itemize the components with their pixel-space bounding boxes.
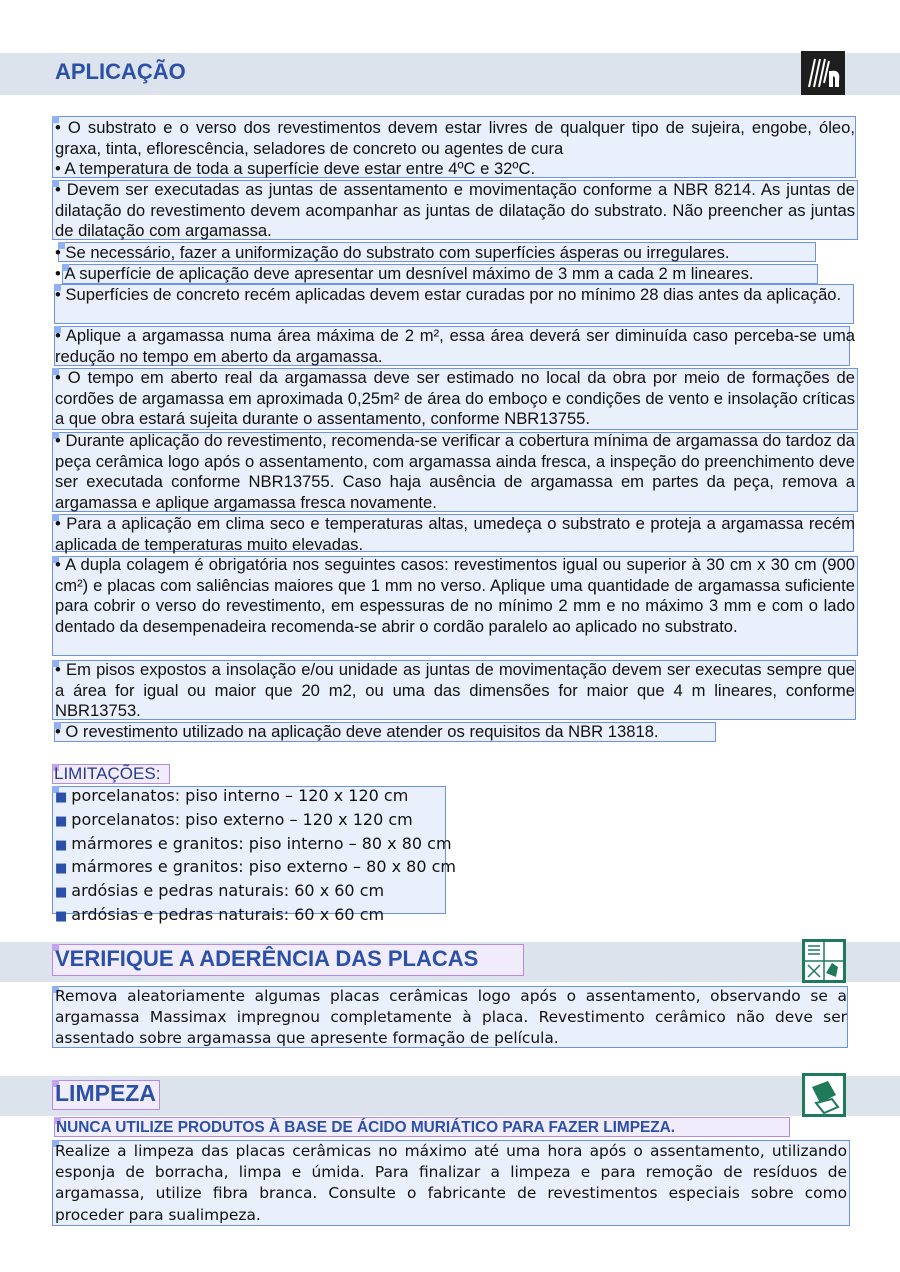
- aplicacao-item-5: • A superfície de aplicação deve apresentar um desnível máximo de 3 mm a cada 2 m lineares.: [55, 264, 754, 283]
- tile-hand-icon: [802, 939, 846, 983]
- sponge-hand-icon: [802, 1073, 846, 1117]
- aplicacao-item-4: • Se necessário, fazer a uniformização do substrato com superfícies ásperas ou irregulares.: [55, 243, 730, 262]
- limpeza-text: Realize a limpeza das placas cerâmicas no máximo até uma hora após o assentamento, utilizando esponja de borracha, limpa e úmida. Para finalizar a limpeza e para remoção de resíduos de argamassa, utilize fibra branca. Consulte o fabricante de revestimentos especiais sobre como proceder para sualimpeza.: [55, 1142, 847, 1224]
- list-item: ■ mármores e granitos: piso interno – 80 x 80 cm: [55, 833, 452, 853]
- limitacoes-title: LIMITAÇÕES:: [54, 764, 161, 783]
- aplicacao-title: APLICAÇÃO: [55, 59, 186, 84]
- aderencia-text: Remova aleatoriamente algumas placas cerâmicas logo após o assentamento, observando se a argamassa Massimax impregnou completamente à placa. Revestimento cerâmico não deve ser assentado sobre argamassa que apresente formação de película.: [55, 987, 847, 1048]
- aplicacao-item-10: • Para a aplicação em clima seco e temperaturas altas, umedeça o substrato e proteja a argamassa recém aplicada de temperaturas muito elevadas.: [55, 514, 855, 554]
- list-item: ■ ardósias e pedras naturais: 60 x 60 cm: [55, 881, 385, 901]
- aplicacao-item-1: • O substrato e o verso dos revestimentos devem estar livres de qualquer tipo de sujeira, engobe, óleo, graxa, tinta, eflorescência, seladores de concreto ou agentes de cura: [55, 118, 855, 158]
- aplicacao-item-8: • O tempo em aberto real da argamassa deve ser estimado no local da obra por meio de formações de cordões de argamassa em aproximada 0,25m² de área do emboço e condições de vento e insolação críticas a que obra estará sujeita durante o assentamento, conforme NBR13755.: [55, 368, 855, 429]
- trowel-wall-icon: [801, 51, 845, 95]
- aplicacao-item-2: • A temperatura de toda a superfície deve estar entre 4ºC e 32ºC.: [55, 159, 536, 178]
- aplicacao-item-9: • Durante aplicação do revestimento, recomenda-se verificar a cobertura mínima de argamassa do tardoz da peça cerâmica logo após o assentamento, com argamassa ainda fresca, a inspeção do preenchimento deve ser executada conforme NBR13755. Caso haja ausência de argamassa em partes da peça, remova a argamassa e aplique argamassa fresca novamente.: [55, 431, 855, 512]
- aplicacao-item-7: • Aplique a argamassa numa área máxima de 2 m², essa área deverá ser diminuída caso perceba-se uma redução no tempo em aberto da argamassa.: [55, 326, 855, 366]
- aplicacao-item-11: • A dupla colagem é obrigatória nos seguintes casos: revestimentos igual ou superior à 30 cm x 30 cm (900 cm²) e placas com saliências maiores que 1 mm no verso. Aplique uma quantidade de argamassa suficiente para cobrir o verso do revestimento, em espessuras de no mínimo 2 mm e no máximo 3 mm e com o lado dentado da desempenadeira recomenda-se abrir o cordão paralelo ao aplicado no substrato.: [55, 555, 855, 636]
- aplicacao-item-3: • Devem ser executadas as juntas de assentamento e movimentação conforme a NBR 8214. As juntas de dilatação do revestimento devem acompanhar as juntas de dilatação do substrato. Não preencher as juntas de dilatação com argamassa.: [55, 180, 855, 241]
- list-item: ■ ardósias e pedras naturais: 60 x 60 cm: [55, 904, 385, 924]
- aplicacao-item-13: • O revestimento utilizado na aplicação deve atender os requisitos da NBR 13818.: [55, 722, 659, 741]
- list-item: ■ porcelanatos: piso externo – 120 x 120 cm: [55, 809, 413, 829]
- list-item: ■ mármores e granitos: piso externo – 80 x 80 cm: [55, 857, 456, 877]
- limitacoes-list: [55, 785, 456, 928]
- aderencia-title: VERIFIQUE A ADERÊNCIA DAS PLACAS: [55, 946, 479, 971]
- list-item: ■ porcelanatos: piso interno – 120 x 120 cm: [55, 786, 409, 805]
- limpeza-title: LIMPEZA: [55, 1080, 156, 1106]
- limpeza-warning: NUNCA UTILIZE PRODUTOS À BASE DE ÁCIDO MURIÁTICO PARA FAZER LIMPEZA.: [56, 1119, 676, 1136]
- aplicacao-item-12: • Em pisos expostos a insolação e/ou unidade as juntas de movimentação devem ser executas sempre que a área for igual ou maior que 20 m2, ou uma das dimensões for maior que 4 m lineares, conforme NBR13753.: [55, 660, 855, 721]
- aplicacao-item-6: • Superfícies de concreto recém aplicadas devem estar curadas por no mínimo 28 dias antes da aplicação.: [55, 285, 842, 304]
